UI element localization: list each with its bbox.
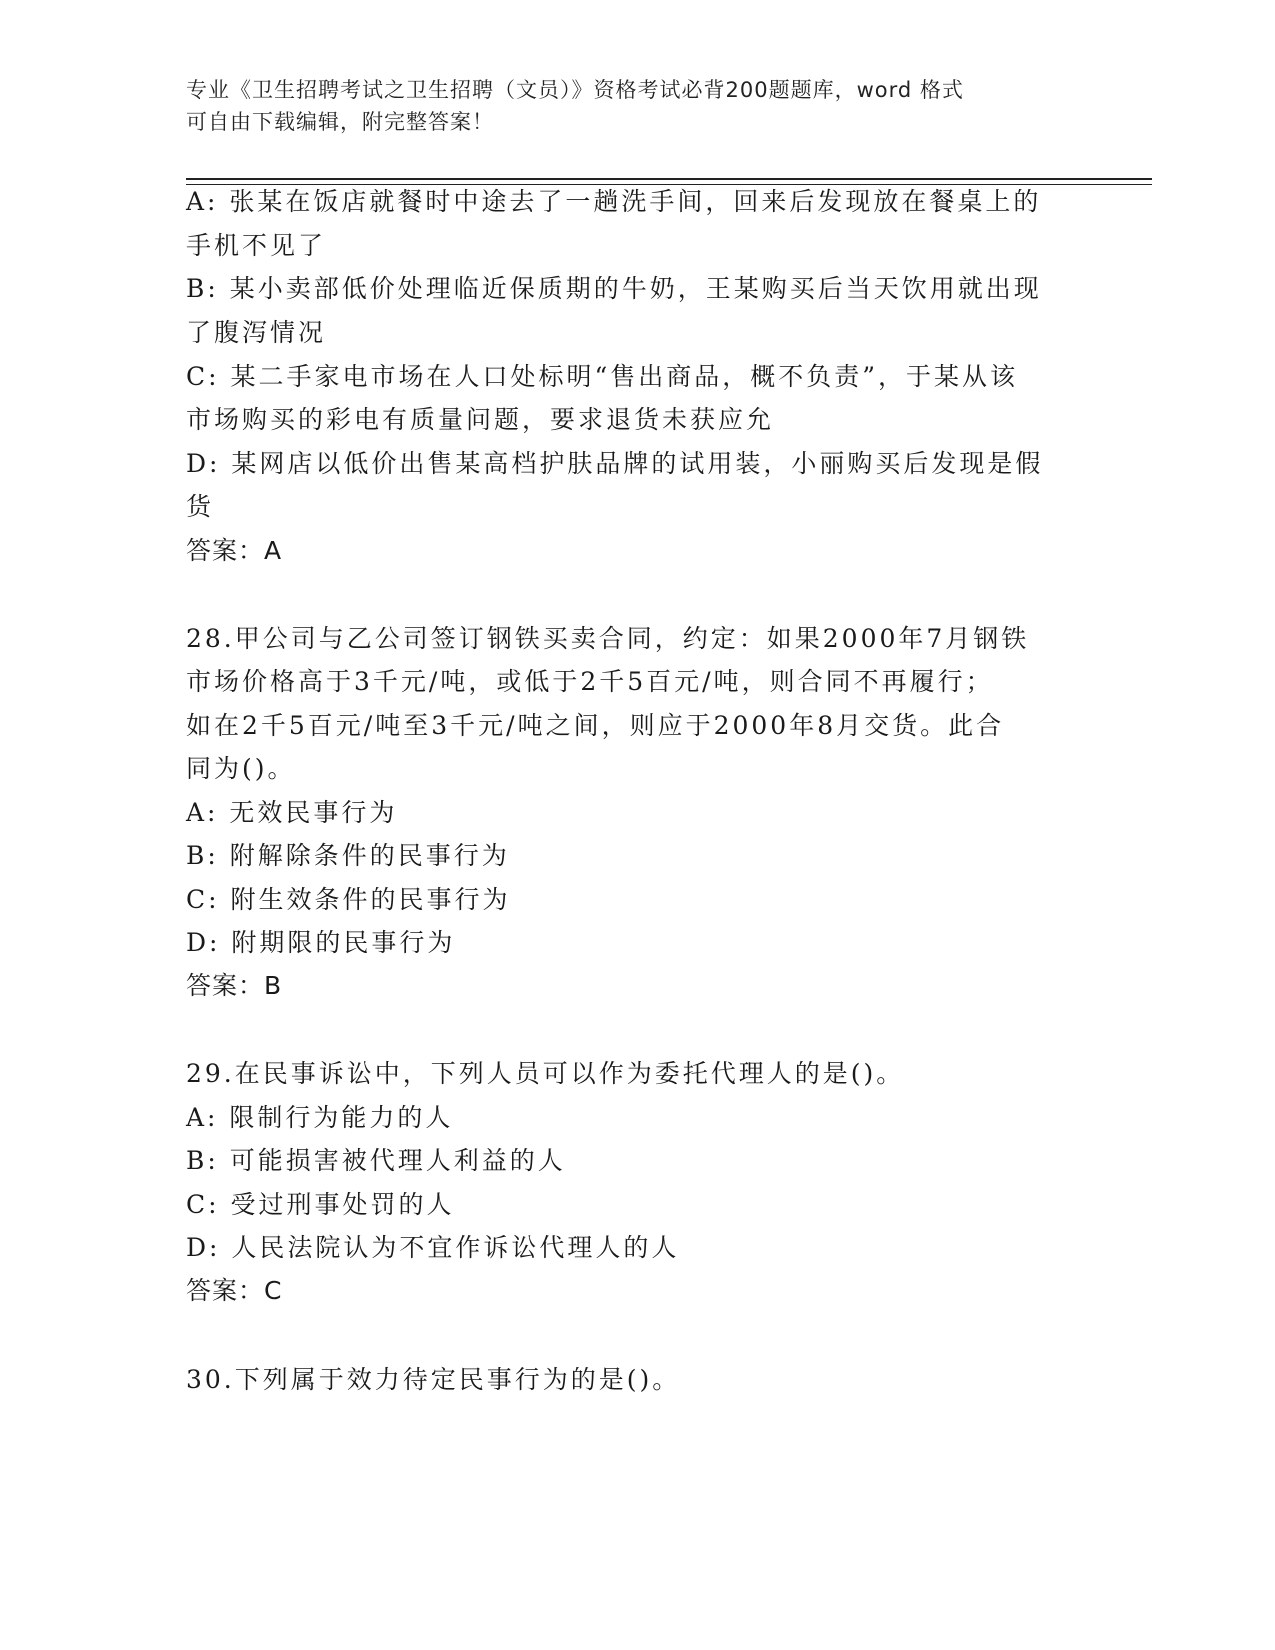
q30-stem: 30.下列属于效力待定民事行为的是()。 [186,1365,681,1394]
q28-option-d: D: 附期限的民事行为 [186,928,456,957]
header-line-1: 专业《卫生招聘考试之卫生招聘（文员）》资格考试必背200题题库，word 格式 [186,78,964,102]
q27-option-b-line-2: 了腹泻情况 [186,318,327,347]
q28-stem-line-1: 28.甲公司与乙公司签订钢铁买卖合同，约定：如果2000年7月钢铁 [186,624,1030,653]
q28-answer: 答案：B [186,971,283,1000]
q27-answer: 答案：A [186,536,283,565]
q27-option-b-line-1: B: 某小卖部低价处理临近保质期的牛奶，王某购买后当天饮用就出现 [186,274,1042,303]
q27-option-c-line-1: C: 某二手家电市场在人口处标明“售出商品，概不负责”，于某从该 [186,362,1019,391]
header-line-2: 可自由下载编辑，附完整答案！ [186,110,494,134]
q28-option-b: B: 附解除条件的民事行为 [186,841,510,870]
q29-option-c: C: 受过刑事处罚的人 [186,1190,455,1219]
q28-stem-line-2: 市场价格高于3千元/吨，或低于2千5百元/吨，则合同不再履行； [186,667,994,696]
header-divider-thick [186,178,1152,180]
q27-option-d-line-2: 货 [186,492,215,521]
q29-answer: 答案：C [186,1276,283,1305]
q29-option-b: B: 可能损害被代理人利益的人 [186,1146,566,1175]
q29-option-a: A: 限制行为能力的人 [186,1103,454,1132]
q27-option-a-line-2: 手机不见了 [186,231,327,260]
q29-stem: 29.在民事诉讼中，下列人员可以作为委托代理人的是()。 [186,1059,905,1088]
q28-option-a: A: 无效民事行为 [186,798,398,827]
q28-stem-line-4: 同为()。 [186,754,296,783]
q28-option-c: C: 附生效条件的民事行为 [186,885,511,914]
document-header [186,74,1066,138]
q27-option-a-line-1: A: 张某在饭店就餐时中途去了一趟洗手间，回来后发现放在餐桌上的 [186,187,1042,216]
q27-option-c-line-2: 市场购买的彩电有质量问题，要求退货未获应允 [186,405,775,434]
q28-stem-line-3: 如在2千5百元/吨至3千元/吨之间，则应于2000年8月交货。此合 [186,711,1005,740]
q27-option-d-line-1: D: 某网店以低价出售某高档护肤品牌的试用装，小丽购买后发现是假 [186,449,1044,478]
q29-option-d: D: 人民法院认为不宜作诉讼代理人的人 [186,1233,680,1262]
